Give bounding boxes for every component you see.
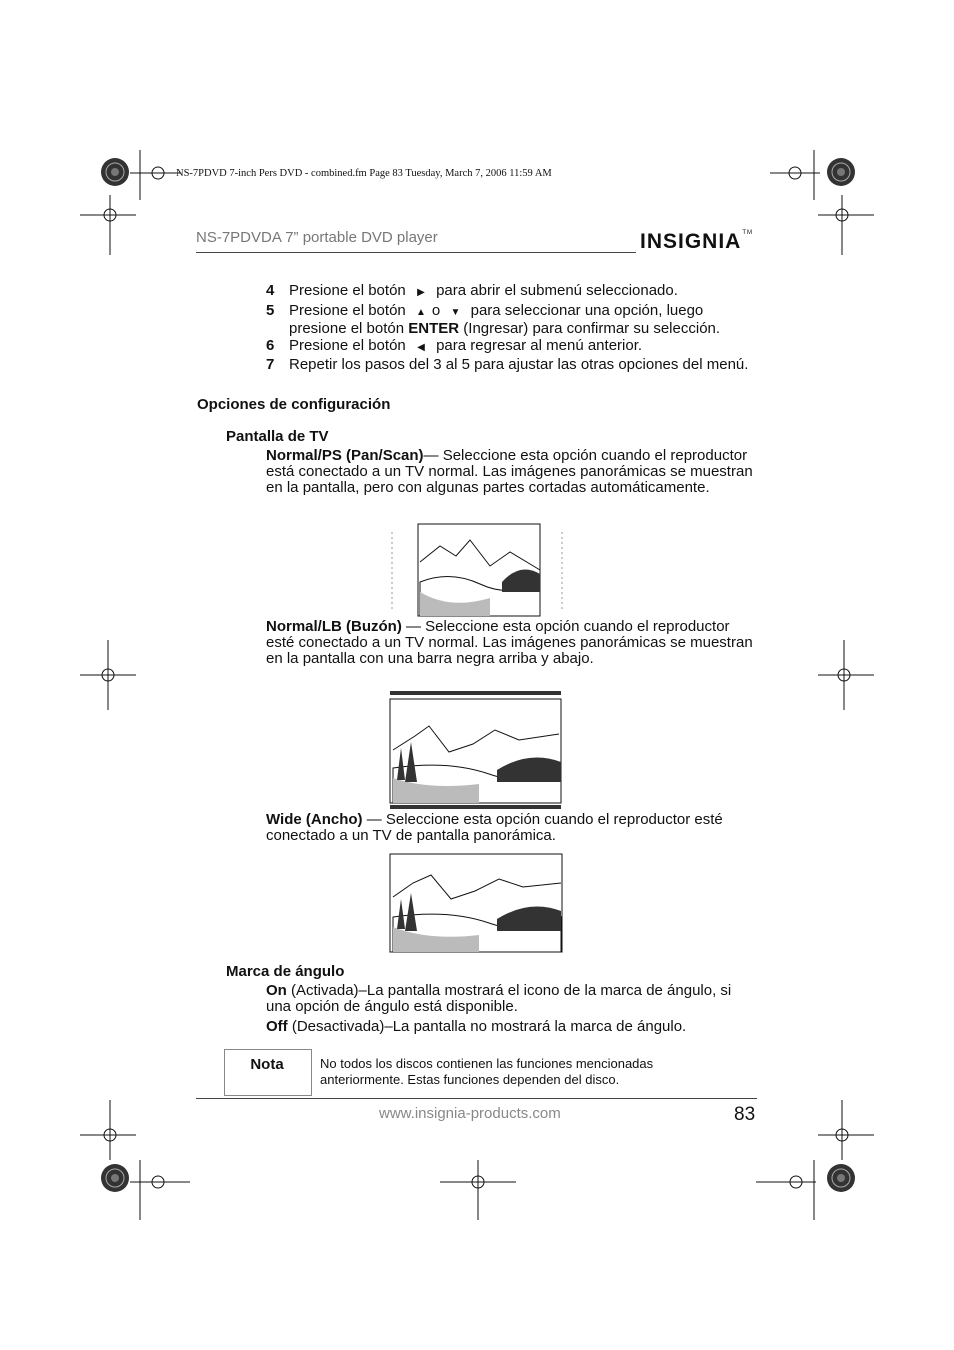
crosshair-mark-icon bbox=[130, 150, 180, 200]
step-text: para seleccionar una opción, luego bbox=[470, 302, 704, 319]
pan-scan-illustration bbox=[390, 522, 565, 618]
note-label: Nota bbox=[250, 1056, 284, 1073]
step-item bbox=[266, 283, 766, 301]
step-text: para regresar al menú anterior. bbox=[436, 337, 643, 354]
paragraph-letterbox bbox=[266, 619, 758, 667]
crosshair-mark-icon bbox=[80, 640, 136, 710]
footer-rule bbox=[196, 1098, 757, 1099]
crosshair-mark-icon bbox=[80, 1100, 136, 1160]
subsection-title-tv: Pantalla de TV bbox=[226, 428, 329, 445]
registration-mark-icon bbox=[824, 155, 858, 189]
print-slug-line: NS-7PDVD 7-inch Pers DVD - combined.fm Page 83 Tuesday, March 7, 2006 11:59 AM bbox=[176, 168, 552, 179]
crosshair-mark-icon bbox=[130, 1160, 190, 1220]
registration-mark-icon bbox=[98, 1161, 132, 1195]
paragraph-on bbox=[266, 983, 758, 1015]
step-text: Presione el botón bbox=[289, 282, 406, 299]
step-text: o bbox=[431, 302, 441, 319]
logo-text: INSIGNIA bbox=[640, 230, 742, 253]
step-number: 5 bbox=[266, 302, 275, 319]
text-letterbox: — Seleccione esta opción cuando el reproductor esté conectado a un TV normal. Las imágenes panorámicas se muestran en la pantalla con una barra negra arriba y abajo. bbox=[266, 618, 753, 667]
step-text: para abrir el submenú seleccionado. bbox=[436, 282, 678, 299]
section-title: Opciones de configuración bbox=[197, 396, 391, 413]
note-text: No todos los discos contienen las funciones mencionadas anteriormente. Estas funciones dependen del disco. bbox=[320, 1056, 654, 1087]
page-number: 83 bbox=[734, 1104, 756, 1125]
text-pan-scan: — Seleccione esta opción cuando el reproductor está conectado a un TV normal. Las imágenes panorámicas se muestran en la pantalla, pero con algunas partes cortadas automáticamente. bbox=[266, 447, 753, 496]
crosshair-mark-icon bbox=[756, 1160, 816, 1220]
down-triangle-icon: ▼ bbox=[450, 307, 461, 318]
crosshair-mark-icon bbox=[818, 1100, 874, 1160]
step-number: 7 bbox=[266, 356, 275, 373]
right-triangle-icon: ▶ bbox=[417, 287, 425, 298]
registration-mark-icon bbox=[824, 1161, 858, 1195]
paragraph-wide bbox=[266, 812, 758, 844]
step-text: (Ingresar) para confirmar su selección. bbox=[463, 320, 721, 337]
logo-trademark: TM bbox=[742, 230, 754, 236]
term-pan-scan: Normal/PS (Pan/Scan) bbox=[266, 447, 424, 464]
footer-url: www.insignia-products.com bbox=[379, 1105, 561, 1122]
crosshair-mark-icon bbox=[440, 1160, 516, 1220]
left-triangle-icon: ◀ bbox=[417, 342, 425, 353]
step-text: presione el botón bbox=[289, 320, 405, 337]
text-wide: — Seleccione esta opción cuando el reproductor esté conectado a un TV de pantalla panorámica. bbox=[266, 811, 723, 844]
step-item bbox=[266, 338, 766, 356]
crosshair-mark-icon bbox=[80, 195, 136, 255]
step-number: 6 bbox=[266, 337, 275, 354]
term-on: On bbox=[266, 982, 287, 999]
enter-key-label: ENTER bbox=[408, 320, 460, 337]
header-title: NS-7PDVDA 7” portable DVD player bbox=[196, 229, 438, 246]
step-text: Repetir los pasos del 3 al 5 para ajustar las otras opciones del menú. bbox=[289, 356, 749, 373]
insignia-logo bbox=[640, 230, 753, 254]
text-off: (Desactivada)–La pantalla no mostrará la marca de ángulo. bbox=[287, 1018, 687, 1035]
letterbox-illustration bbox=[389, 690, 564, 810]
paragraph-pan-scan bbox=[266, 448, 758, 496]
term-letterbox: Normal/LB (Buzón) bbox=[266, 618, 402, 635]
subsection-title-angle: Marca de ángulo bbox=[226, 963, 345, 980]
wide-illustration bbox=[389, 853, 564, 953]
header-rule bbox=[196, 252, 636, 253]
step-text: Presione el botón bbox=[289, 302, 406, 319]
step-text: Presione el botón bbox=[289, 337, 406, 354]
paragraph-off bbox=[266, 1019, 758, 1035]
crosshair-mark-icon bbox=[818, 640, 874, 710]
registration-mark-icon bbox=[98, 155, 132, 189]
step-item bbox=[266, 357, 766, 373]
text-on: (Activada)–La pantalla mostrará el icono de la marca de ángulo, si una opción de ángulo está disponible. bbox=[266, 982, 732, 1015]
step-number: 4 bbox=[266, 282, 275, 299]
term-off: Off bbox=[266, 1018, 288, 1035]
crosshair-mark-icon bbox=[818, 195, 874, 255]
term-wide: Wide (Ancho) bbox=[266, 811, 363, 828]
step-item bbox=[266, 303, 766, 337]
crosshair-mark-icon bbox=[770, 150, 820, 200]
up-triangle-icon: ▲ bbox=[415, 307, 426, 318]
